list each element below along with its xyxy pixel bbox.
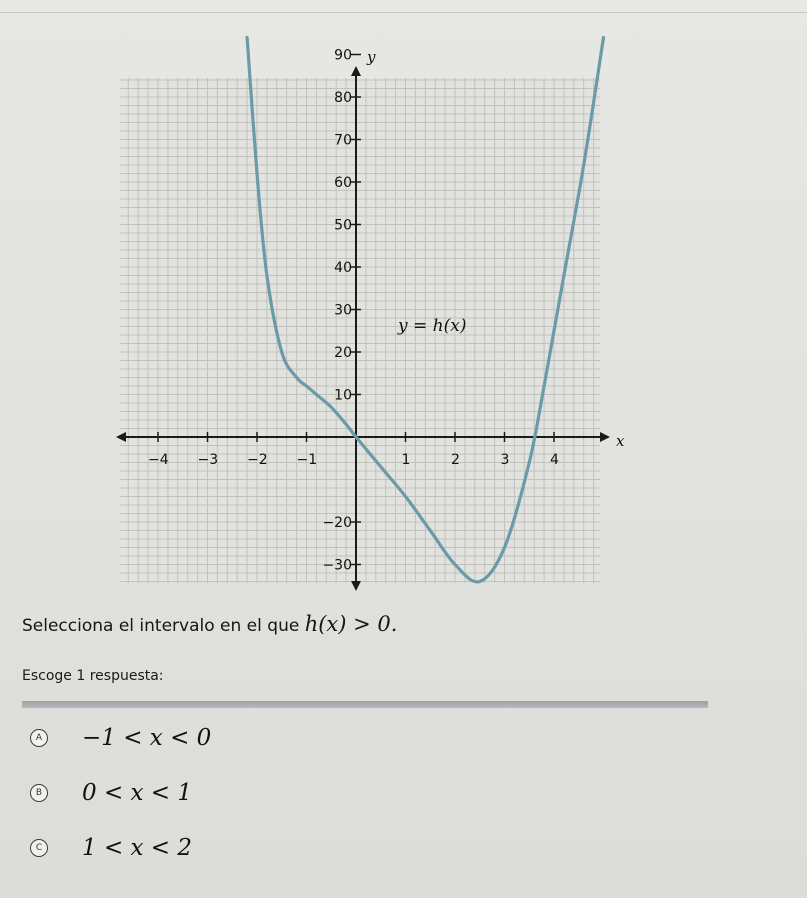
question-prompt <box>22 612 397 636</box>
x-tick-label: 4 <box>550 452 559 468</box>
y-axis-label: y <box>367 48 376 66</box>
choose-label: Escoge 1 respuesta: <box>22 668 164 684</box>
y-tick-label: 20 <box>334 345 352 361</box>
y-tick-label: 30 <box>334 302 352 319</box>
option-b[interactable] <box>30 776 192 810</box>
question-text: Selecciona el intervalo en el que <box>22 616 305 636</box>
option-a[interactable] <box>30 721 211 755</box>
x-tick-label: 1 <box>401 452 411 468</box>
option-c-badge: C <box>30 839 48 857</box>
x-tick-label: −4 <box>148 452 169 468</box>
y-tick-label: −20 <box>322 515 352 531</box>
x-axis-label: x <box>616 432 625 450</box>
x-tick-label: −2 <box>247 452 268 468</box>
grid <box>120 78 600 583</box>
y-tick-label: 50 <box>334 217 352 234</box>
y-tick-label: 80 <box>334 90 352 106</box>
option-a-text: −1 < x < 0 <box>82 725 212 751</box>
option-b-text: 0 < x < 1 <box>82 780 193 806</box>
option-c[interactable] <box>30 831 192 865</box>
x-tick-label: 3 <box>500 452 510 468</box>
y-tick-label: 60 <box>334 175 352 191</box>
answer-separator <box>22 701 708 708</box>
x-axis-arrow-right <box>600 432 610 442</box>
question-expression: h(x) > 0. <box>304 612 398 636</box>
curve-label: y = h(x) <box>398 316 467 336</box>
y-axis-arrow-down <box>351 581 361 591</box>
y-tick-label: 90 <box>334 47 352 64</box>
y-tick-label: 70 <box>334 132 352 149</box>
y-axis-arrow-up <box>351 66 361 76</box>
x-tick-label: 2 <box>451 452 460 468</box>
plot-area <box>120 78 600 583</box>
y-tick-label: 40 <box>334 260 352 276</box>
option-c-text: 1 < x < 2 <box>82 835 193 861</box>
option-a-badge: A <box>30 729 48 747</box>
y-tick-label: 10 <box>334 387 352 404</box>
option-b-badge: B <box>30 784 48 802</box>
x-tick-label: −3 <box>197 452 219 468</box>
x-tick-label: −1 <box>296 452 318 468</box>
y-tick-label: −30 <box>322 557 352 574</box>
